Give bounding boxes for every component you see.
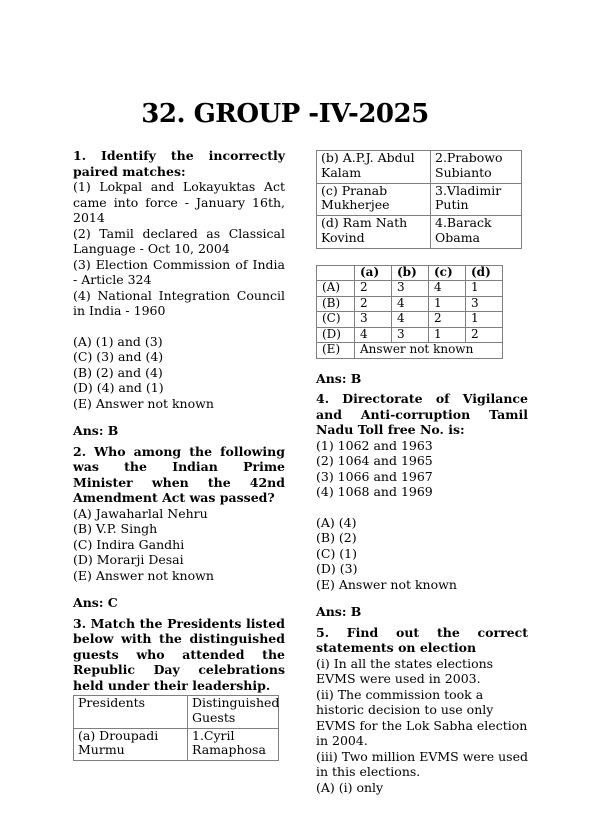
matrix-cell: 1	[466, 312, 503, 328]
table-row	[317, 265, 503, 281]
matrix-cell: 2	[355, 281, 392, 297]
matrix-header-cell: (c)	[429, 265, 466, 281]
question-5-statements	[316, 656, 528, 796]
question-4-item: (1) 1062 and 1963	[316, 437, 433, 453]
matrix-header-cell: (b)	[392, 265, 429, 281]
table-row	[317, 343, 503, 359]
table-row	[317, 312, 503, 328]
question-option: (C) (3) and (4)	[73, 349, 164, 364]
question-4-items	[316, 438, 528, 500]
table-cell: 4.Barack Obama	[431, 216, 522, 249]
question-4-item: (2) 1064 and 1965	[316, 453, 433, 469]
question-1-heading: 1. Identify the incorrectly paired matches:	[73, 148, 285, 179]
question-1-item: (4) National Integration Council in India - 1960	[73, 287, 285, 318]
matrix-cell: (B)	[317, 296, 355, 312]
table-row	[317, 183, 522, 216]
presidents-table-left	[73, 695, 279, 761]
matrix-cell: 1	[466, 281, 503, 297]
question-1-options	[73, 334, 285, 412]
table-cell: 2.Prabowo Subianto	[431, 151, 522, 184]
question-option: (C) (1)	[316, 545, 357, 561]
question-option: (B) V.P. Singh	[73, 521, 158, 536]
matrix-cell: 3	[355, 312, 392, 328]
question-3-heading: 3. Match the Presidents listed below with the distinguished guests who attended the Republic Day celebrations held under their leadership.	[73, 615, 285, 693]
table-row	[317, 296, 503, 312]
question-option: (D) (3)	[316, 561, 358, 577]
question-option: (B) (2) and (4)	[73, 364, 163, 380]
presidents-table-right	[316, 150, 522, 249]
table-row	[317, 151, 522, 184]
answer-label: Ans: C	[73, 595, 118, 610]
question-1-item: (1) Lokpal and Lokayuktas Act came into force - January 16th, 2014	[73, 179, 285, 225]
matrix-cell: 2	[429, 312, 466, 328]
matrix-header-cell	[317, 265, 355, 281]
left-column	[73, 148, 285, 761]
question-2-options	[73, 506, 285, 584]
table-row	[317, 216, 522, 249]
question-option: (B) (2)	[316, 530, 357, 546]
question-option: (E) Answer not known	[73, 567, 214, 583]
question-5-statement: (ii) The commission took a historic decision to use only EVMS for the Lok Sabha election in 2004.	[316, 686, 528, 749]
matrix-cell: 3	[466, 296, 503, 312]
table-cell: (a) Droupadi Murmu	[74, 728, 188, 761]
question-option: (A) Jawaharlal Nehru	[73, 505, 208, 521]
question-4-item: (4) 1068 and 1969	[316, 484, 433, 500]
matrix-cell: Answer not known	[355, 343, 503, 359]
question-option: (A) (i) only	[316, 779, 384, 795]
matrix-cell: 3	[392, 327, 429, 343]
question-2-heading: 2. Who among the following was the Indian Prime Minister when the 42nd Amendment Act was passed?	[73, 443, 285, 505]
matrix-cell: 4	[392, 312, 429, 328]
matrix-header-cell: (d)	[466, 265, 503, 281]
matrix-cell: (E)	[317, 343, 355, 359]
right-column	[316, 148, 528, 795]
question-1-item: (3) Election Commission of India - Article 324	[73, 256, 285, 287]
matrix-cell: 4	[429, 281, 466, 297]
table-row	[317, 327, 503, 343]
matrix-cell: 2	[355, 296, 392, 312]
question-option: (E) Answer not known	[73, 395, 214, 411]
table-header-cell: Presidents	[74, 696, 188, 729]
matrix-header-cell: (a)	[355, 265, 392, 281]
question-5-statement: (iii) Two million EVMS were used in this elections.	[316, 748, 528, 780]
question-4-options	[316, 515, 528, 593]
answer-matrix-table	[316, 265, 503, 359]
table-header-cell: Distinguished Guests	[188, 696, 279, 729]
question-4-item: (3) 1066 and 1967	[316, 468, 433, 484]
matrix-cell: 2	[466, 327, 503, 343]
answer-label: Ans: B	[316, 604, 362, 620]
matrix-cell: 4	[355, 327, 392, 343]
question-1-item: (2) Tamil declared as Classical Language - Oct 10, 2004	[73, 225, 285, 256]
question-4-heading: 4. Directorate of Vigilance and Anti-corruption Tamil Nadu Toll free No. is:	[316, 391, 528, 438]
matrix-cell: (A)	[317, 281, 355, 297]
table-cell: 3.Vladimir Putin	[431, 183, 522, 216]
question-5-heading: 5. Find out the correct statements on election	[316, 624, 528, 656]
question-option: (D) (4) and (1)	[73, 380, 164, 395]
table-row	[317, 281, 503, 297]
matrix-cell: 1	[429, 296, 466, 312]
table-cell: (b) A.P.J. Abdul Kalam	[317, 151, 431, 184]
question-option: (D) Morarji Desai	[73, 552, 184, 567]
answer-label: Ans: B	[316, 370, 362, 386]
matrix-cell: (D)	[317, 327, 355, 343]
table-row	[74, 728, 279, 761]
matrix-cell: 1	[429, 327, 466, 343]
question-option: (C) Indira Gandhi	[73, 536, 185, 552]
question-5-statement: (i) In all the states elections EVMS were used in 2003.	[316, 655, 494, 687]
table-cell: (c) Pranab Mukherjee	[317, 183, 431, 216]
table-row	[74, 696, 279, 729]
matrix-cell: (C)	[317, 312, 355, 328]
matrix-cell: 3	[392, 281, 429, 297]
question-option: (A) (4)	[316, 514, 357, 530]
page-title: 32. GROUP -IV-2025	[141, 99, 429, 129]
matrix-cell: 4	[392, 296, 429, 312]
table-cell: (d) Ram Nath Kovind	[317, 216, 431, 249]
question-option: (E) Answer not known	[316, 576, 457, 592]
table-cell: 1.Cyril Ramaphosa	[188, 728, 279, 761]
question-option: (A) (1) and (3)	[73, 333, 163, 349]
answer-label: Ans: B	[73, 423, 119, 438]
